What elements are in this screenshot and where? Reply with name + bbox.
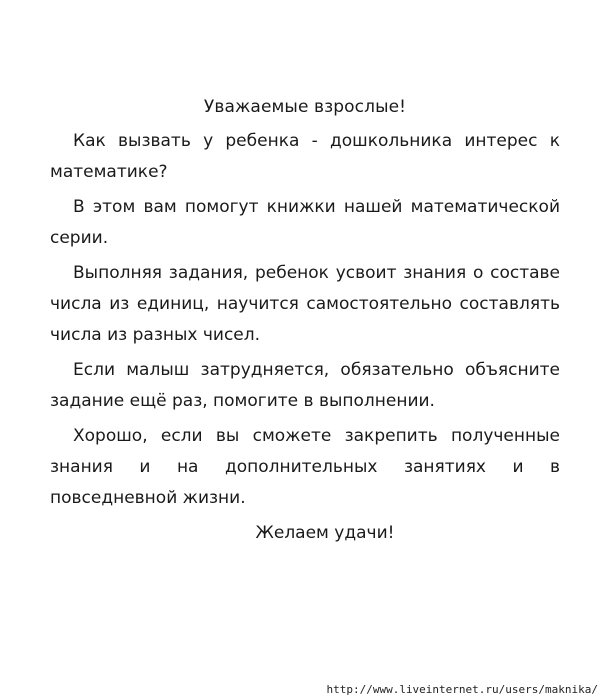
- paragraph-interest: Как вызвать у ребенка - дошкольника интерес к математике?: [50, 131, 560, 182]
- paragraph-tasks: Выполняя задания, ребенок усвоит знания о составе числа из единиц, научится самостоятельно составлять числа из разных чисел.: [50, 263, 560, 345]
- source-watermark: http://www.liveinternet.ru/users/maknika/: [326, 683, 598, 696]
- letter-page: [50, 94, 560, 546]
- closing-line: Желаем удачи!: [255, 523, 395, 543]
- paragraph-books: В этом вам помогут книжки нашей математической серии.: [50, 197, 560, 248]
- paragraph-help: Если малыш затрудняется, обязательно объясните задание ещё раз, помогите в выполнении.: [50, 360, 560, 411]
- letter-heading: Уважаемые взрослые!: [203, 97, 407, 117]
- paragraph-reinforce: Хорошо, если вы сможете закрепить полученные знания и на дополнительных занятиях и в повседневной жизни.: [50, 426, 560, 508]
